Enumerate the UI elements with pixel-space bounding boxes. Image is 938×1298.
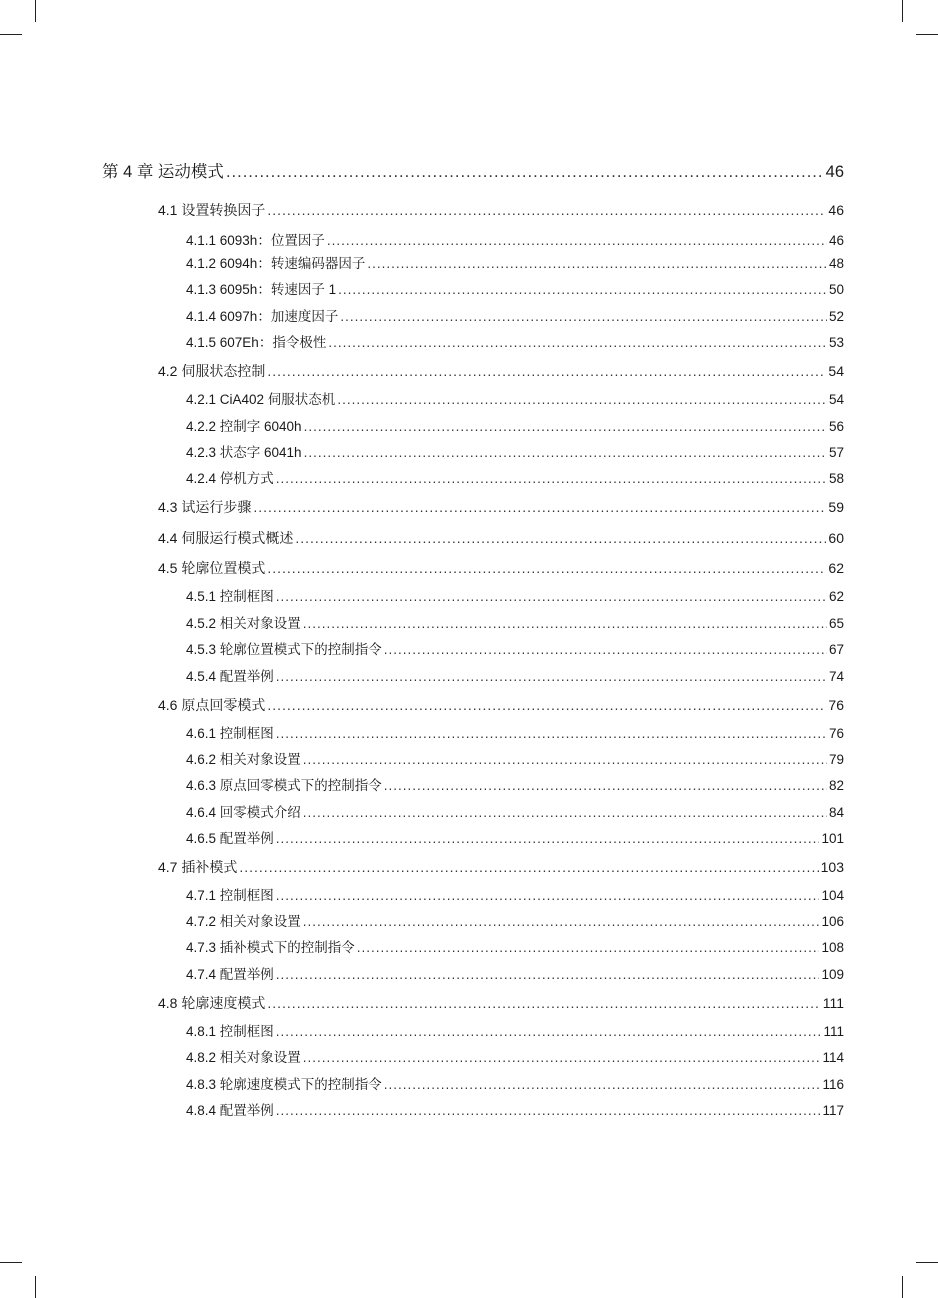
toc-entry[interactable]	[186, 305, 844, 325]
dot-leader	[276, 669, 827, 684]
toc-entry-page: 46	[828, 202, 844, 218]
dot-leader	[357, 940, 820, 955]
toc-entry[interactable]	[186, 884, 844, 904]
toc-entry-title: 4.7.1 控制框图	[186, 888, 274, 903]
dot-leader	[276, 1024, 822, 1039]
toc-entry[interactable]	[158, 695, 844, 715]
toc-entry[interactable]	[186, 229, 844, 249]
dot-leader	[267, 560, 826, 576]
toc-entry-page: 62	[828, 560, 844, 576]
toc-entry[interactable]	[186, 1073, 844, 1093]
toc-entry[interactable]	[186, 467, 844, 487]
dot-leader	[304, 419, 827, 434]
toc-entry-page: 58	[828, 471, 844, 486]
toc-entry-title: 4.1.1 6093h：位置因子	[186, 233, 325, 248]
toc-entry-page: 76	[828, 726, 844, 741]
toc-entry[interactable]	[186, 252, 844, 272]
toc-entry-page: 117	[822, 1103, 844, 1118]
toc-entry-page: 114	[822, 1050, 844, 1065]
toc-entry-page: 65	[828, 616, 844, 631]
dot-leader	[276, 726, 827, 741]
toc-entry[interactable]	[186, 1020, 844, 1040]
toc-entry-title: 4.1.4 6097h：加速度因子	[186, 309, 339, 324]
toc-entry-page: 101	[821, 831, 844, 846]
toc-entry-title: 4.1 设置转换因子	[158, 202, 266, 218]
toc-entry-page: 57	[828, 445, 844, 460]
toc-entry[interactable]	[158, 993, 844, 1013]
toc-entry[interactable]	[158, 200, 844, 220]
toc-entry[interactable]	[186, 827, 844, 847]
toc-entry[interactable]	[186, 910, 844, 930]
dot-leader	[276, 1103, 821, 1118]
toc-entry-page: 60	[828, 530, 844, 546]
dot-leader	[226, 163, 824, 182]
dot-leader	[253, 499, 826, 515]
toc-entry-title: 4.6.1 控制框图	[186, 726, 274, 741]
toc-entry-title: 4.2.2 控制字 6040h	[186, 419, 302, 434]
toc-entry[interactable]	[158, 497, 844, 517]
toc-entry-page: 59	[828, 499, 844, 515]
dot-leader	[304, 445, 827, 460]
toc-entry-title: 4.6 原点回零模式	[158, 697, 266, 713]
toc-entry-page: 46	[825, 163, 844, 181]
toc-entry[interactable]	[186, 441, 844, 461]
toc-entry-title: 4.8.2 相关对象设置	[186, 1050, 301, 1065]
toc-entry[interactable]	[186, 1046, 844, 1066]
dot-leader	[267, 697, 826, 713]
toc-entry[interactable]	[186, 665, 844, 685]
dot-leader	[303, 752, 827, 767]
toc-entry[interactable]	[158, 361, 844, 381]
toc-entry-title: 4.2.4 停机方式	[186, 471, 274, 486]
dot-leader	[267, 995, 820, 1011]
dot-leader	[303, 1050, 821, 1065]
toc-entry-page: 67	[828, 642, 844, 657]
toc-entry[interactable]	[186, 774, 844, 794]
toc-entry-title: 4.4 伺服运行模式概述	[158, 530, 294, 546]
toc-entry-title: 第 4 章 运动模式	[102, 163, 224, 181]
toc-entry-page: 111	[822, 995, 844, 1011]
dot-leader	[276, 589, 827, 604]
toc-entry-title: 4.7.2 相关对象设置	[186, 914, 301, 929]
dot-leader	[276, 967, 820, 982]
toc-entry-title: 4.5.4 配置举例	[186, 669, 274, 684]
toc-entry-page: 56	[828, 419, 844, 434]
toc-entry-title: 4.5 轮廓位置模式	[158, 560, 266, 576]
dot-leader	[276, 471, 827, 486]
toc-entry-title: 4.8.3 轮廓速度模式下的控制指令	[186, 1077, 382, 1092]
dot-leader	[303, 914, 820, 929]
toc-entry-page: 76	[828, 697, 844, 713]
toc-entry[interactable]	[158, 558, 844, 578]
toc-entry-page: 74	[828, 669, 844, 684]
toc-entry-page: 53	[828, 335, 844, 350]
toc-entry-page: 104	[821, 888, 844, 903]
dot-leader	[303, 616, 827, 631]
toc-entry[interactable]	[102, 158, 844, 182]
toc-entry-page: 48	[828, 256, 844, 271]
dot-leader	[276, 888, 820, 903]
toc-entry[interactable]	[186, 1099, 844, 1119]
dot-leader	[327, 233, 827, 248]
toc-entry-title: 4.6.2 相关对象设置	[186, 752, 301, 767]
toc-entry[interactable]	[186, 331, 844, 351]
toc-entry-page: 111	[823, 1024, 844, 1039]
dot-leader	[384, 1077, 821, 1092]
toc-entry-title: 4.5.2 相关对象设置	[186, 616, 301, 631]
toc-entry-title: 4.6.4 回零模式介绍	[186, 805, 301, 820]
toc-entry-title: 4.5.1 控制框图	[186, 589, 274, 604]
toc-entry-title: 4.6.3 原点回零模式下的控制指令	[186, 778, 382, 793]
toc-entry-title: 4.8.4 配置举例	[186, 1103, 274, 1118]
dot-leader	[239, 859, 818, 875]
toc-entry[interactable]	[158, 857, 844, 877]
toc-entry-title: 4.2.3 状态字 6041h	[186, 445, 302, 460]
dot-leader	[337, 392, 827, 407]
dot-leader	[384, 778, 827, 793]
toc-entry-title: 4.2 伺服状态控制	[158, 363, 266, 379]
toc-entry[interactable]	[186, 638, 844, 658]
dot-leader	[267, 363, 826, 379]
dot-leader	[276, 831, 820, 846]
toc-entry[interactable]	[186, 748, 844, 768]
dot-leader	[295, 530, 826, 546]
toc-entry-page: 52	[828, 309, 844, 324]
toc-entry-page: 79	[828, 752, 844, 767]
dot-leader	[367, 256, 827, 271]
toc-entry-page: 54	[828, 363, 844, 379]
toc-entry-title: 4.1.2 6094h：转速编码器因子	[186, 256, 366, 271]
toc-entry-page: 109	[821, 967, 844, 982]
toc-entry[interactable]	[186, 936, 844, 956]
toc-entry[interactable]	[186, 722, 844, 742]
toc-entry-page: 84	[828, 805, 844, 820]
toc-entry-page: 50	[828, 282, 844, 297]
toc-entry-title: 4.6.5 配置举例	[186, 831, 274, 846]
toc-entry[interactable]	[186, 388, 844, 408]
toc-entry-title: 4.7.4 配置举例	[186, 967, 274, 982]
toc-entry-title: 4.7.3 插补模式下的控制指令	[186, 940, 355, 955]
dot-leader	[267, 202, 826, 218]
toc-entry-page: 103	[820, 859, 844, 875]
toc-entry[interactable]	[186, 278, 844, 298]
toc-entry-page: 106	[821, 914, 844, 929]
toc-entry-page: 108	[821, 940, 844, 955]
toc-entry-page: 62	[828, 589, 844, 604]
toc-entry[interactable]	[186, 612, 844, 632]
dot-leader	[384, 642, 827, 657]
toc-entry[interactable]	[186, 415, 844, 435]
dot-leader	[303, 805, 827, 820]
toc-entry-title: 4.2.1 CiA402 伺服状态机	[186, 392, 336, 407]
toc-entry-title: 4.8.1 控制框图	[186, 1024, 274, 1039]
toc-entry-title: 4.5.3 轮廓位置模式下的控制指令	[186, 642, 382, 657]
toc-entry-title: 4.8 轮廓速度模式	[158, 995, 266, 1011]
toc-entry-page: 46	[828, 233, 844, 248]
toc-entry-title: 4.7 插补模式	[158, 859, 238, 875]
dot-leader	[338, 282, 827, 297]
toc-entry-page: 54	[828, 392, 844, 407]
dot-leader	[328, 335, 827, 350]
dot-leader	[340, 309, 827, 324]
toc-entry[interactable]	[186, 585, 844, 605]
toc-entry-title: 4.3 试运行步骤	[158, 499, 252, 515]
toc-entry-title: 4.1.3 6095h：转速因子 1	[186, 282, 337, 297]
toc-entry-title: 4.1.5 607Eh：指令极性	[186, 335, 327, 350]
toc-entry[interactable]	[158, 528, 844, 548]
toc-entry[interactable]	[186, 963, 844, 983]
toc-entry-page: 82	[828, 778, 844, 793]
toc-entry-page: 116	[822, 1077, 844, 1092]
toc-entry[interactable]	[186, 801, 844, 821]
